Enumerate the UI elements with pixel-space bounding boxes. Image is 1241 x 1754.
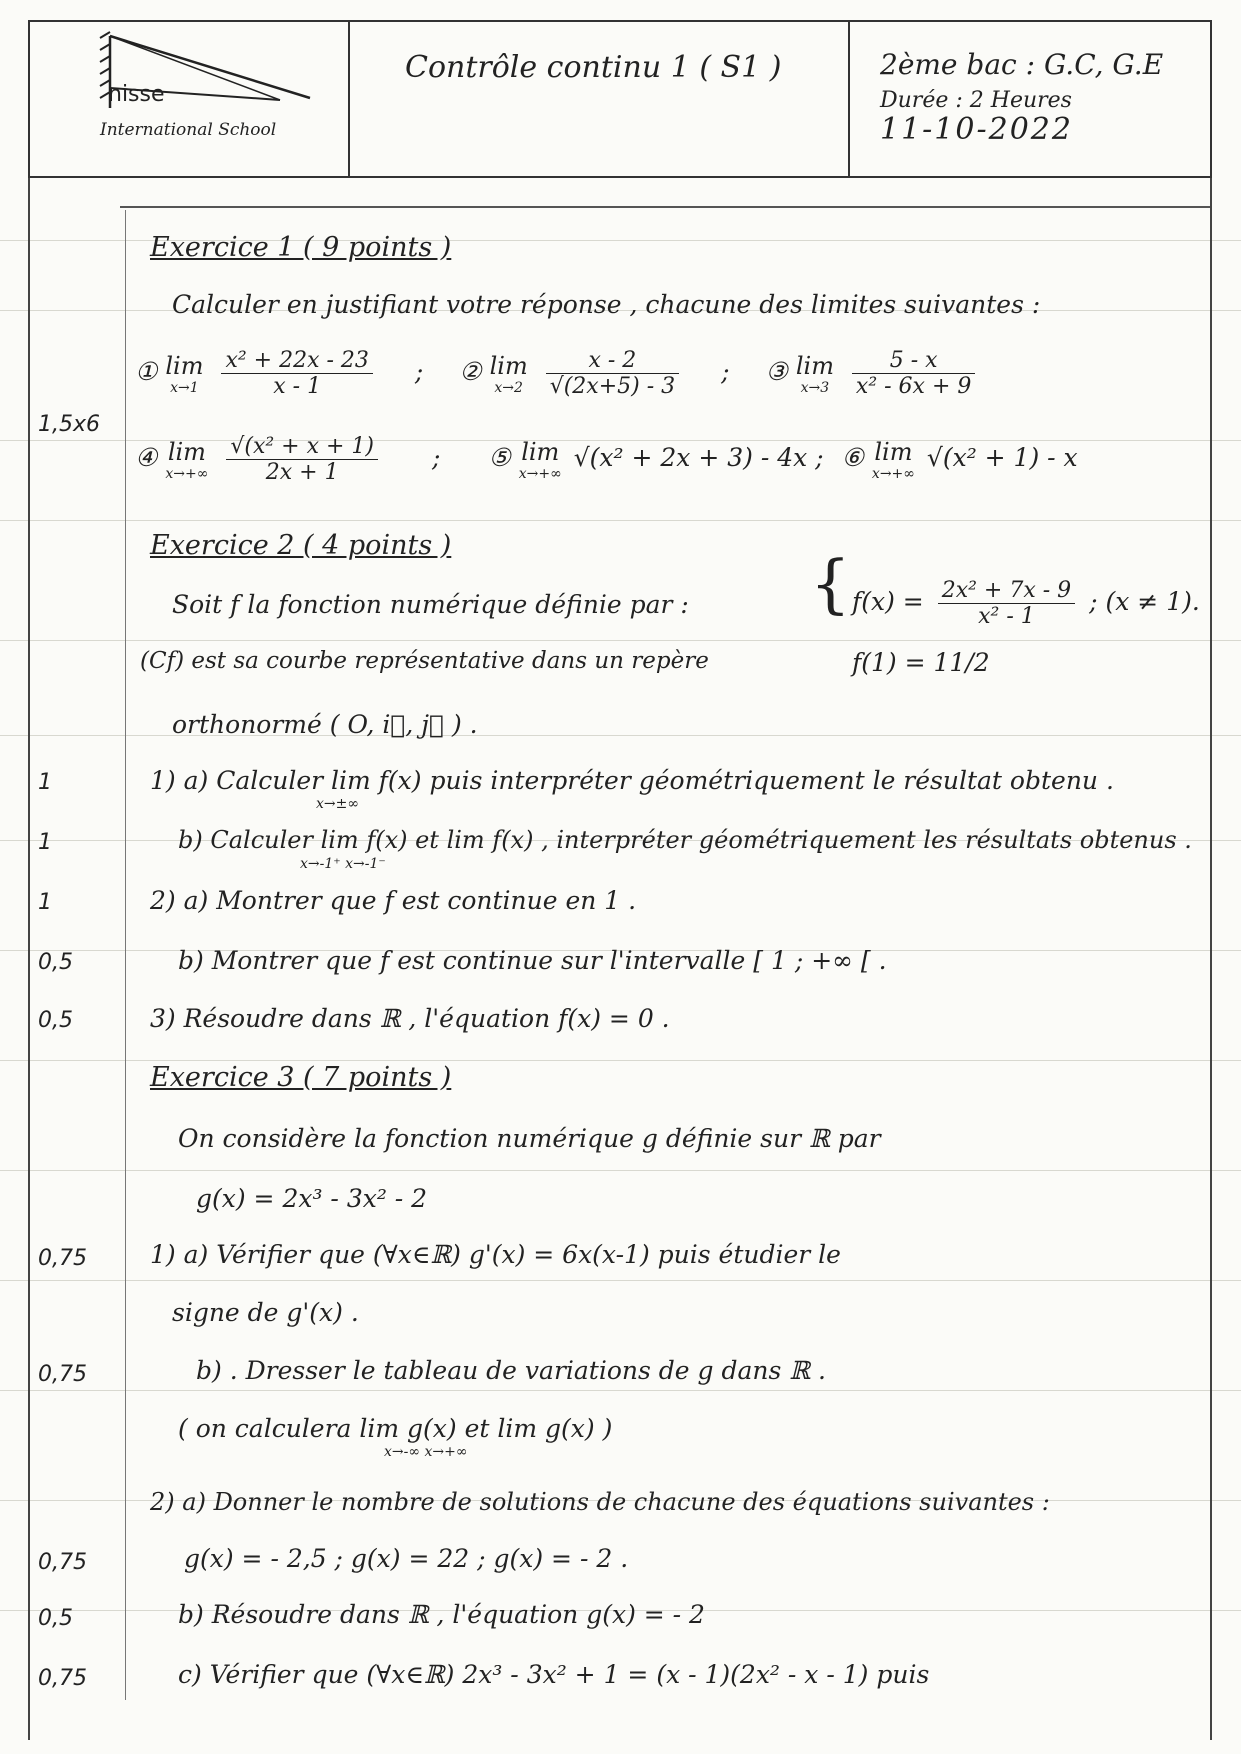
exercise-3-q1a: 1) a) Vérifier que (∀x∈ℝ) g'(x) = 6x(x-1) puis étudier le	[150, 1240, 841, 1269]
ruled-line	[0, 1280, 1241, 1281]
limit-6-expression: √(x² + 1) - x	[926, 443, 1078, 472]
limit-5-expression: √(x² + 2x + 3) - 4x ;	[573, 443, 824, 472]
points-ex3-q2c: 0,75	[38, 1666, 87, 1691]
limits-row-2	[135, 434, 1078, 485]
function-f-definition	[810, 547, 851, 622]
limit-3-operator: lim x→3	[795, 351, 834, 396]
limit-3-fraction: $\frac{5 - x}{\text{x² - 6x + 9}}$	[852, 348, 975, 399]
content-top-border	[120, 206, 1210, 208]
exercise-1-instruction: Calculer en justifiant votre réponse , chacune des limites suivantes :	[172, 290, 1041, 319]
exercise-2-q2a: 2) a) Montrer que f est continue en 1 .	[150, 886, 637, 915]
header-title-box	[348, 20, 850, 178]
points-ex3-q2a: 0,75	[38, 1550, 87, 1575]
repere-statement: orthonormé ( O, i⃗, j⃗ ) .	[172, 710, 478, 739]
limit-2-fraction: $\frac{x - 2}{√(2x+5) - 3}$	[546, 348, 679, 399]
limit-separator: ;	[721, 357, 730, 386]
f-lhs: f(x) =	[852, 587, 924, 616]
page-border-right	[1210, 20, 1212, 1740]
function-f-rule	[852, 578, 1200, 629]
points-ex1: 1,5x6	[38, 412, 101, 437]
points-q2b: 0,5	[38, 950, 73, 975]
q1b-limit-sub: x→-1⁺ x→-1⁻	[300, 856, 386, 872]
f-fraction: $\frac{\text{2x² + 7x - 9}}{\text{x² - 1}}$	[938, 578, 1075, 629]
points-q3: 0,5	[38, 1008, 73, 1033]
function-g-definition: g(x) = 2x³ - 3x² - 2	[196, 1184, 428, 1213]
logo-name: nisse	[108, 82, 165, 107]
limit-2-operator: lim x→2	[489, 351, 528, 396]
limit-2-number: ②	[459, 357, 482, 386]
curve-statement: (Cf) est sa courbe représentative dans un repère	[140, 648, 709, 674]
limit-6-operator: lim x→+∞	[871, 437, 915, 482]
limit-1-operator: lim x→1	[165, 351, 204, 396]
exercise-3-title: Exercice 3 ( 7 points )	[150, 1062, 452, 1093]
exam-title: Contrôle continu 1 ( S1 )	[405, 50, 782, 85]
ruled-line	[0, 1390, 1241, 1391]
ruled-line	[0, 1060, 1241, 1061]
q1b-limit-sub: x→-∞ x→+∞	[384, 1444, 468, 1460]
f-at-1: f(1) = 11/2	[852, 648, 990, 677]
limit-separator: ;	[431, 443, 441, 472]
q1a-limit-sub: x→±∞	[316, 796, 360, 812]
exercise-3-intro: On considère la fonction numérique g définie sur ℝ par	[178, 1124, 881, 1153]
ruled-line	[0, 640, 1241, 641]
limit-6-number: ⑥	[841, 443, 864, 472]
points-margin-line	[125, 210, 126, 1700]
points-q1a: 1	[38, 770, 52, 795]
ruled-line	[0, 1170, 1241, 1171]
exercise-2-q1b: b) Calculer lim f(x) et lim f(x) , interpréter géométriquement les résultats obtenus .	[178, 826, 1192, 854]
school-logo-icon	[40, 28, 320, 128]
exercise-2-q2b: b) Montrer que f est continue sur l'intervalle [ 1 ; +∞ [ .	[178, 946, 887, 975]
exercise-2-q1a: 1) a) Calculer lim f(x) puis interpréter géométriquement le résultat obtenu .	[150, 766, 1114, 795]
exercise-2-intro: Soit f la fonction numérique définie par :	[172, 590, 689, 619]
duration-line: Durée : 2 Heures	[880, 88, 1072, 113]
limit-1-fraction: $\frac{\text{x² + 22x - 23}}{x - 1}$	[221, 348, 372, 399]
date-line: 11-10-2022	[880, 112, 1073, 147]
exercise-3-q1b: b) . Dresser le tableau de variations de g dans ℝ .	[196, 1356, 826, 1385]
exercise-3-q2b: b) Résoudre dans ℝ , l'équation g(x) = - 2	[178, 1600, 705, 1629]
limit-4-number: ④	[135, 443, 158, 472]
points-ex3-q2b: 0,5	[38, 1606, 73, 1631]
points-ex3-q1a: 0,75	[38, 1246, 87, 1271]
exercise-3-q1b-cont: ( on calculera lim g(x) et lim g(x) )	[178, 1414, 613, 1443]
limit-3-number: ③	[765, 357, 788, 386]
limits-row-1	[135, 348, 981, 399]
exercise-2-q3: 3) Résoudre dans ℝ , l'équation f(x) = 0 .	[150, 1004, 670, 1033]
brace-icon: {	[810, 547, 851, 622]
class-line: 2ème bac : G.C, G.E	[880, 48, 1164, 81]
f-condition: ; (x ≠ 1).	[1089, 587, 1200, 616]
exercise-3-q1a-cont: signe de g'(x) .	[172, 1298, 359, 1327]
limit-1-number: ①	[135, 357, 158, 386]
page-border-left	[28, 20, 30, 1740]
exercise-1-title: Exercice 1 ( 9 points )	[150, 232, 452, 263]
limit-5-operator: lim x→+∞	[518, 437, 562, 482]
exercise-3-q2c: c) Vérifier que (∀x∈ℝ) 2x³ - 3x² + 1 = (x - 1)(2x² - x - 1) puis	[178, 1660, 930, 1689]
exercise-3-q2a-equations: g(x) = - 2,5 ; g(x) = 22 ; g(x) = - 2 .	[184, 1544, 629, 1573]
points-q1b: 1	[38, 830, 52, 855]
limit-separator: ;	[414, 357, 424, 386]
exercise-3-q2a: 2) a) Donner le nombre de solutions de chacune des équations suivantes :	[150, 1488, 1050, 1516]
limit-4-operator: lim x→+∞	[165, 437, 209, 482]
limit-5-number: ⑤	[488, 443, 511, 472]
logo-school: International School	[100, 120, 277, 140]
limit-4-fraction: $\frac{\text{√(x² + x + 1)}}{2x + 1}$	[226, 434, 378, 485]
points-q2a: 1	[38, 890, 52, 915]
exercise-2-title: Exercice 2 ( 4 points )	[150, 530, 452, 561]
points-ex3-q1b: 0,75	[38, 1362, 87, 1387]
ruled-line	[0, 520, 1241, 521]
